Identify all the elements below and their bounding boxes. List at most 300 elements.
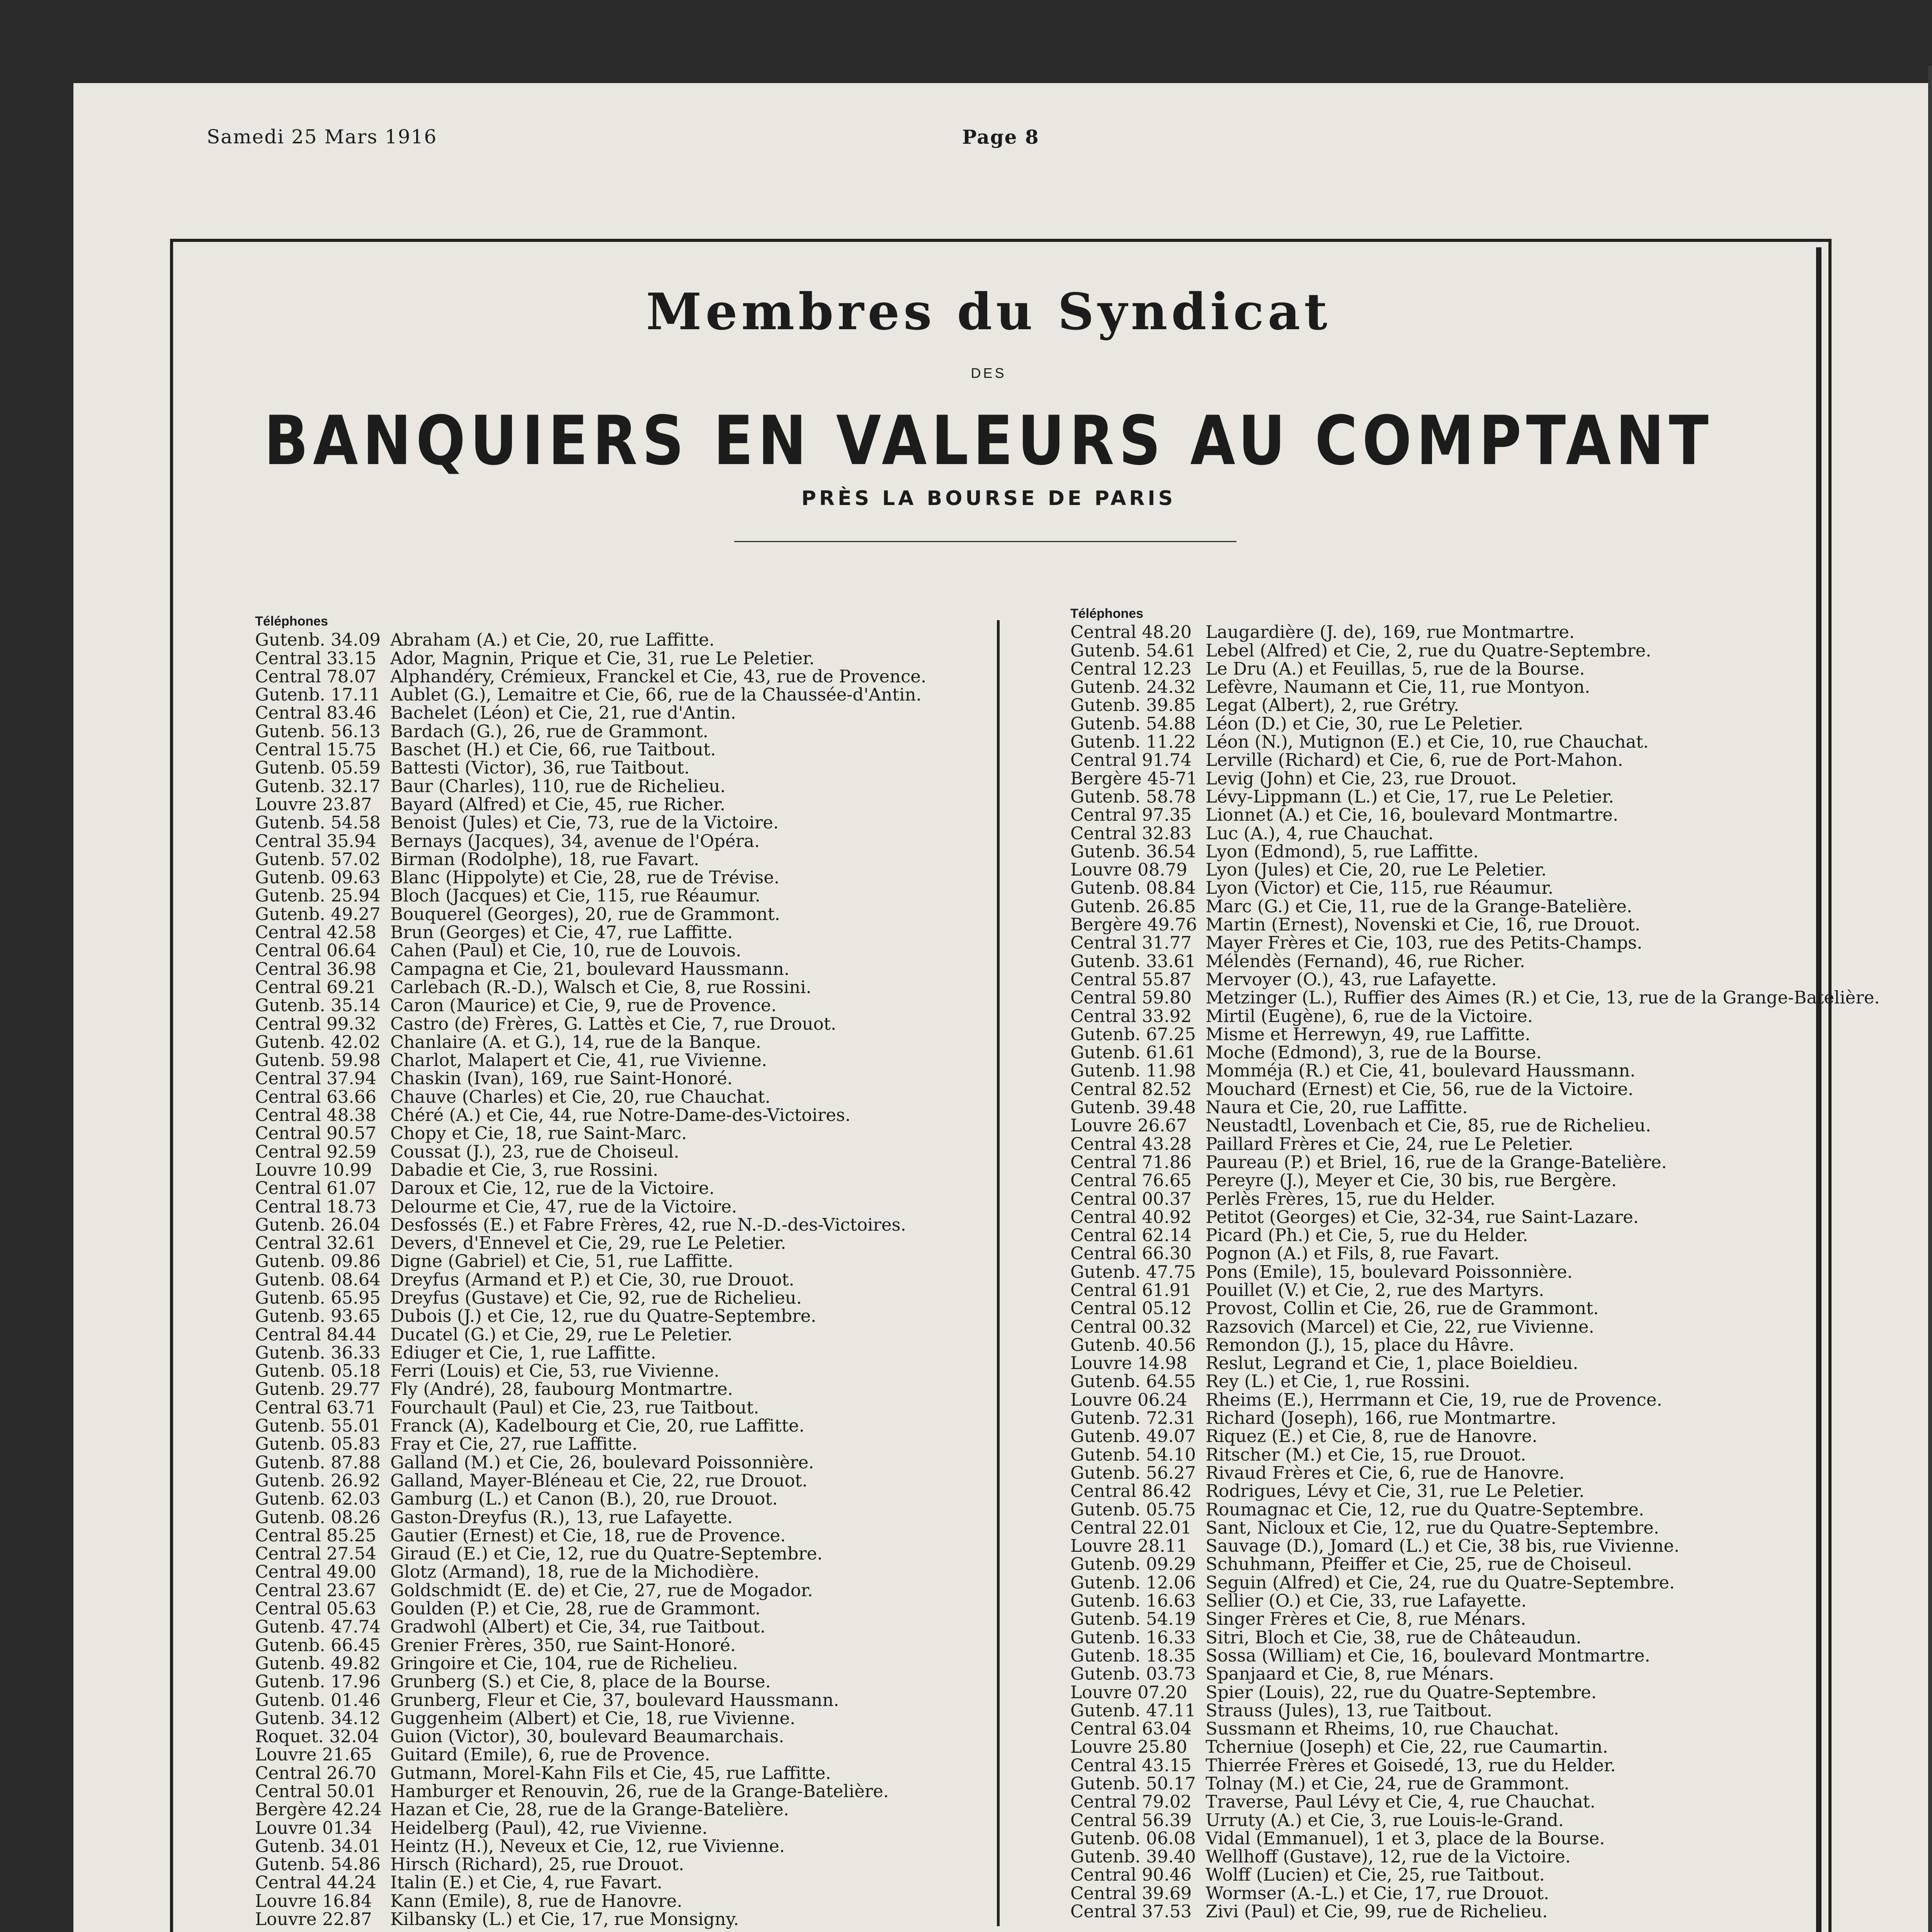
member-phone: Central 84.44	[255, 1324, 376, 1345]
member-name-address: Lyon (Victor) et Cie, 115, rue Réaumur.	[1206, 878, 1554, 898]
member-phone: Central 63.66	[255, 1086, 376, 1107]
member-row	[1070, 1793, 1880, 1811]
member-phone: Central 66.30	[1070, 1243, 1192, 1264]
member-row	[1070, 1738, 1880, 1756]
member-phone: Central 33.15	[255, 648, 376, 668]
member-row	[1070, 1592, 1880, 1610]
member-name-address: Goldschmidt (E. de) et Cie, 27, rue de Mogador.	[390, 1580, 813, 1600]
member-phone: Central 86.42	[1070, 1481, 1192, 1502]
members-right-column	[1070, 605, 1880, 1920]
members-list-right	[1070, 623, 1880, 1920]
member-phone: Central 90.46	[1070, 1864, 1192, 1885]
member-name-address: Gaston-Dreyfus (R.), 13, rue Lafayette.	[390, 1507, 733, 1527]
member-name-address: Provost, Collin et Cie, 26, rue de Grammont.	[1206, 1298, 1599, 1319]
member-phone: Louvre 28.11	[1070, 1536, 1187, 1556]
member-name-address: Mayer Frères et Cie, 103, rue des Petits-Champs.	[1206, 932, 1643, 953]
member-phone: Gutenb. 34.12	[255, 1708, 381, 1728]
member-phone: Bergère 42.24	[255, 1799, 382, 1820]
member-phone: Central 48.38	[255, 1105, 376, 1126]
member-row	[255, 1252, 926, 1270]
member-row	[1070, 1610, 1880, 1628]
member-name-address: Rey (L.) et Cie, 1, rue Rossini.	[1206, 1371, 1470, 1392]
member-row	[1070, 678, 1880, 696]
member-row	[255, 685, 926, 704]
member-row	[1070, 1427, 1880, 1445]
member-row	[1070, 1884, 1880, 1902]
member-name-address: Spier (Louis), 22, rue du Quatre-Septembre.	[1206, 1682, 1597, 1702]
member-name-address: Schuhmann, Pfeiffer et Cie, 25, rue de Choiseul.	[1206, 1554, 1632, 1575]
member-phone: Central 05.63	[255, 1598, 376, 1619]
member-row	[1070, 1025, 1880, 1043]
member-row	[1070, 915, 1880, 934]
member-name-address: Chanlaire (A. et G.), 14, rue de la Banque.	[390, 1031, 761, 1052]
header-page-number: Page 8	[962, 126, 1039, 148]
member-name-address: Reslut, Legrand et Cie, 1, place Boieldieu.	[1206, 1353, 1578, 1374]
member-phone: Central 61.07	[255, 1178, 376, 1199]
member-name-address: Lévy-Lippmann (L.) et Cie, 17, rue Le Peletier.	[1206, 786, 1614, 807]
member-phone: Gutenb. 47.74	[255, 1616, 381, 1637]
member-row	[1070, 1573, 1880, 1592]
member-row	[255, 1490, 926, 1508]
member-row	[255, 978, 926, 996]
member-row	[1070, 1665, 1880, 1683]
member-row	[255, 649, 926, 667]
member-name-address: Ducatel (G.) et Cie, 29, rue Le Peletier.	[390, 1324, 733, 1345]
member-row	[1070, 1866, 1880, 1884]
member-phone: Central 32.61	[255, 1233, 376, 1253]
member-phone: Gutenb. 16.33	[1070, 1627, 1196, 1648]
member-row	[255, 1508, 926, 1526]
member-name-address: Fly (André), 28, faubourg Montmartre.	[390, 1379, 733, 1400]
member-row	[1070, 1153, 1880, 1171]
member-phone: Gutenb. 61.61	[1070, 1042, 1196, 1063]
member-phone: Bergère 49.76	[1070, 914, 1197, 935]
member-name-address: Dreyfus (Gustave) et Cie, 92, rue de Richelieu.	[390, 1287, 802, 1308]
member-phone: Gutenb. 39.85	[1070, 695, 1196, 716]
member-row	[255, 1143, 926, 1161]
member-phone: Central 55.87	[1070, 969, 1192, 990]
member-phone: Gutenb. 40.56	[1070, 1334, 1196, 1355]
member-row	[255, 1471, 926, 1490]
member-name-address: Devers, d'Ennevel et Cie, 29, rue Le Peletier.	[390, 1233, 786, 1253]
member-phone: Central 00.37	[1070, 1188, 1192, 1209]
member-name-address: Desfossés (E.) et Fabre Frères, 42, rue N.-D.-des-Victoires.	[390, 1214, 906, 1235]
member-name-address: Traverse, Paul Lévy et Cie, 4, rue Chauchat.	[1206, 1791, 1596, 1812]
member-phone: Central 78.07	[255, 666, 376, 687]
member-phone: Gutenb. 39.40	[1070, 1846, 1196, 1867]
member-row	[255, 1892, 926, 1910]
member-row	[255, 1581, 926, 1599]
member-name-address: Singer Frères et Cie, 8, rue Ménars.	[1206, 1609, 1526, 1629]
member-name-address: Richard (Joseph), 166, rue Montmartre.	[1206, 1408, 1556, 1429]
member-phone: Central 69.21	[255, 976, 376, 997]
member-phone: Gutenb. 05.18	[255, 1361, 381, 1381]
member-name-address: Bloch (Jacques) et Cie, 115, rue Réaumur.	[390, 885, 760, 906]
member-phone: Central 99.32	[255, 1013, 376, 1034]
member-name-address: Seguin (Alfred) et Cie, 24, rue du Quatre-Septembre.	[1206, 1572, 1675, 1593]
page-edge-shadow	[1928, 66, 1932, 1932]
member-row	[255, 667, 926, 685]
member-phone: Gutenb. 54.61	[1070, 640, 1196, 661]
member-name-address: Brun (Georges) et Cie, 47, rue Laffitte.	[390, 922, 733, 943]
member-row	[1070, 1683, 1880, 1701]
member-phone: Gutenb. 49.82	[255, 1653, 381, 1673]
member-phone: Gutenb. 54.88	[1070, 713, 1196, 734]
member-row	[1070, 1281, 1880, 1299]
member-phone: Gutenb. 54.19	[1070, 1609, 1196, 1629]
member-phone: Gutenb. 11.22	[1070, 731, 1196, 752]
member-name-address: Metzinger (L.), Ruffier des Aimes (R.) et Cie, 13, rue de la Grange-Batelière.	[1206, 987, 1880, 1008]
member-phone: Gutenb. 26.04	[255, 1214, 381, 1235]
member-phone: Gutenb. 54.86	[255, 1854, 381, 1875]
member-phone: Gutenb. 93.65	[255, 1306, 381, 1327]
member-phone: Louvre 22.87	[255, 1909, 372, 1930]
member-name-address: Vidal (Emmanuel), 1 et 3, place de la Bourse.	[1206, 1828, 1605, 1849]
member-row	[255, 1526, 926, 1544]
member-phone: Roquet. 32.04	[255, 1726, 379, 1747]
member-phone: Gutenb. 34.09	[255, 629, 381, 650]
member-name-address: Chauve (Charles) et Cie, 20, rue Chauchat.	[390, 1086, 770, 1107]
member-row	[1070, 806, 1880, 824]
member-row	[255, 740, 926, 759]
member-name-address: Paillard Frères et Cie, 24, rue Le Peletier.	[1206, 1133, 1573, 1154]
member-name-address: Gutmann, Morel-Kahn Fils et Cie, 45, rue Laffitte.	[390, 1762, 831, 1783]
member-name-address: Castro (de) Frères, G. Lattès et Cie, 7, rue Drouot.	[390, 1013, 837, 1034]
member-row	[255, 1453, 926, 1471]
member-name-address: Gamburg (L.) et Canon (B.), 20, rue Drouot.	[390, 1488, 778, 1509]
member-phone: Central 44.24	[255, 1872, 376, 1893]
member-row	[255, 1197, 926, 1216]
member-row	[255, 1380, 926, 1398]
member-phone: Louvre 26.67	[1070, 1115, 1187, 1136]
member-phone: Gutenb. 47.11	[1070, 1700, 1196, 1721]
member-phone: Gutenb. 32.17	[255, 776, 381, 796]
member-phone: Gutenb. 08.64	[255, 1269, 381, 1290]
member-name-address: Sossa (William) et Cie, 16, boulevard Montmartre.	[1206, 1645, 1650, 1666]
member-row	[1070, 787, 1880, 806]
member-name-address: Wellhoff (Gustave), 12, rue de la Victoire.	[1206, 1846, 1571, 1867]
member-row	[255, 795, 926, 813]
member-phone: Louvre 06.24	[1070, 1389, 1187, 1410]
member-row	[1070, 1847, 1880, 1866]
member-name-address: Lionnet (A.) et Cie, 16, boulevard Montmartre.	[1206, 804, 1619, 825]
member-row	[255, 1289, 926, 1307]
main-title: BANQUIERS EN VALEURS AU COMPTANT	[264, 402, 1713, 480]
member-name-address: Misme et Herrewyn, 49, rue Laffitte.	[1206, 1024, 1531, 1044]
member-name-address: Bouquerel (Georges), 20, rue de Grammont.	[390, 903, 780, 924]
member-row	[1070, 1226, 1880, 1244]
member-row	[255, 704, 926, 722]
member-name-address: Legat (Albert), 2, rue Grétry.	[1206, 695, 1459, 716]
member-row	[1070, 714, 1880, 733]
member-row	[1070, 751, 1880, 769]
member-phone: Central 85.25	[255, 1525, 376, 1546]
member-name-address: Dubois (J.) et Cie, 12, rue du Quatre-Septembre.	[390, 1306, 816, 1327]
member-phone: Gutenb. 05.75	[1070, 1499, 1196, 1520]
member-row	[1070, 1774, 1880, 1793]
member-phone: Central 71.86	[1070, 1151, 1192, 1172]
member-row	[255, 1654, 926, 1672]
member-row	[1070, 623, 1880, 641]
member-row	[1070, 1299, 1880, 1317]
member-phone: Central 63.71	[255, 1397, 376, 1418]
member-name-address: Italin (E.) et Cie, 4, rue Favart.	[390, 1872, 663, 1893]
member-name-address: Luc (A.), 4, rue Chauchat.	[1206, 823, 1434, 844]
member-name-address: Roumagnac et Cie, 12, rue du Quatre-Septembre.	[1206, 1499, 1645, 1520]
member-row	[1070, 1555, 1880, 1573]
member-name-address: Strauss (Jules), 13, rue Taitbout.	[1206, 1700, 1492, 1721]
member-phone: Gutenb. 49.27	[255, 903, 381, 924]
member-name-address: Mélendès (Fernand), 46, rue Richer.	[1206, 951, 1526, 971]
member-row	[1070, 952, 1880, 970]
member-row	[255, 923, 926, 941]
member-phone: Central 15.75	[255, 739, 376, 760]
member-name-address: Laugardière (J. de), 169, rue Montmartre.	[1206, 622, 1575, 643]
member-row	[1070, 1811, 1880, 1829]
member-phone: Central 12.23	[1070, 658, 1192, 679]
member-name-address: Glotz (Armand), 18, rue de la Michodière.	[390, 1561, 760, 1582]
member-phone: Central 35.94	[255, 830, 376, 851]
member-name-address: Tcherniue (Joseph) et Cie, 22, rue Caumartin.	[1206, 1736, 1608, 1757]
member-row	[255, 1435, 926, 1453]
member-name-address: Lefèvre, Naumann et Cie, 11, rue Montyon.	[1206, 677, 1590, 697]
member-phone: Bergère 45-71	[1070, 768, 1197, 789]
member-row	[1070, 1061, 1880, 1080]
phone-label-right: Téléphones	[1070, 606, 1143, 621]
member-phone: Gutenb. 25.94	[255, 885, 381, 906]
member-name-address: Pouillet (V.) et Cie, 2, rue des Martyrs.	[1206, 1279, 1544, 1300]
member-name-address: Delourme et Cie, 47, rue de la Victoire.	[390, 1196, 737, 1217]
member-name-address: Hazan et Cie, 28, rue de la Grange-Batelière.	[390, 1799, 789, 1820]
member-name-address: Campagna et Cie, 21, boulevard Haussmann.	[390, 958, 790, 979]
member-row	[255, 1398, 926, 1417]
member-name-address: Rivaud Frères et Cie, 6, rue de Hanovre.	[1206, 1462, 1565, 1483]
member-phone: Gutenb. 08.84	[1070, 878, 1196, 898]
member-phone: Central 06.64	[255, 940, 376, 961]
phone-label-left: Téléphones	[255, 614, 328, 629]
member-phone: Central 39.69	[1070, 1883, 1192, 1903]
member-name-address: Ador, Magnin, Prique et Cie, 31, rue Le Peletier.	[390, 648, 815, 668]
member-phone: Central 62.14	[1070, 1225, 1192, 1246]
title-ornament-rule	[734, 541, 1236, 544]
member-name-address: Digne (Gabriel) et Cie, 51, rue Laffitte.	[390, 1251, 733, 1272]
member-row	[255, 1088, 926, 1106]
member-name-address: Aublet (G.), Lemaitre et Cie, 66, rue de la Chaussée-d'Antin.	[390, 684, 922, 705]
member-phone: Central 37.94	[255, 1068, 376, 1089]
member-name-address: Neustadtl, Lovenbach et Cie, 85, rue de Richelieu.	[1206, 1115, 1651, 1136]
member-phone: Central 27.54	[255, 1543, 376, 1564]
member-phone: Central 40.92	[1070, 1206, 1192, 1227]
member-row	[1070, 879, 1880, 897]
member-name-address: Chéré (A.) et Cie, 44, rue Notre-Dame-des-Victoires.	[390, 1105, 851, 1126]
member-row	[255, 905, 926, 923]
member-row	[1070, 696, 1880, 714]
member-row	[255, 1727, 926, 1745]
member-row	[1070, 1464, 1880, 1482]
member-row	[1070, 1135, 1880, 1153]
member-row	[1070, 769, 1880, 787]
member-phone: Central 23.67	[255, 1580, 376, 1600]
member-row	[255, 1910, 926, 1928]
member-phone: Gutenb. 33.61	[1070, 951, 1196, 971]
member-row	[255, 1069, 926, 1087]
member-row	[255, 1819, 926, 1837]
member-name-address: Mouchard (Ernest) et Cie, 56, rue de la Victoire.	[1206, 1078, 1634, 1099]
member-phone: Louvre 23.87	[255, 794, 372, 815]
member-name-address: Wolff (Lucien) et Cie, 25, rue Taitbout.	[1206, 1864, 1545, 1885]
member-phone: Gutenb. 05.59	[255, 757, 381, 778]
member-row	[255, 850, 926, 868]
member-phone: Gutenb. 09.63	[255, 867, 381, 888]
member-name-address: Momméja (R.) et Cie, 41, boulevard Haussmann.	[1206, 1060, 1636, 1081]
member-row	[255, 868, 926, 886]
member-phone: Gutenb. 03.73	[1070, 1663, 1196, 1684]
member-row	[255, 1764, 926, 1782]
member-row	[1070, 1500, 1880, 1519]
member-phone: Central 43.15	[1070, 1755, 1192, 1776]
member-phone: Gutenb. 87.88	[255, 1452, 381, 1473]
member-name-address: Benoist (Jules) et Cie, 73, rue de la Victoire.	[390, 812, 779, 833]
member-row	[1070, 1372, 1880, 1390]
member-name-address: Dabadie et Cie, 3, rue Rossini.	[390, 1159, 658, 1180]
member-row	[255, 1800, 926, 1818]
member-phone: Louvre 14.98	[1070, 1353, 1187, 1374]
member-name-address: Sauvage (D.), Jomard (L.) et Cie, 38 bis, rue Vivienne.	[1206, 1536, 1680, 1556]
member-name-address: Guitard (Emile), 6, rue de Provence.	[390, 1744, 710, 1765]
member-phone: Gutenb. 62.03	[255, 1488, 381, 1509]
member-phone: Gutenb. 17.96	[255, 1671, 381, 1692]
member-name-address: Abraham (A.) et Cie, 20, rue Laffitte.	[390, 629, 715, 650]
member-phone: Central 22.01	[1070, 1517, 1192, 1538]
member-phone: Gutenb. 49.07	[1070, 1426, 1196, 1447]
member-phone: Gutenb. 58.78	[1070, 786, 1196, 807]
member-phone: Gutenb. 59.98	[255, 1050, 381, 1071]
title-des: DES	[971, 365, 1007, 381]
member-name-address: Goulden (P.) et Cie, 28, rue de Grammont.	[390, 1598, 761, 1619]
member-row	[1070, 733, 1880, 751]
member-name-address: Kann (Emile), 8, rue de Hanovre.	[390, 1890, 682, 1911]
member-name-address: Birman (Rodolphe), 18, rue Favart.	[390, 849, 699, 869]
member-name-address: Petitot (Georges) et Cie, 32-34, rue Saint-Lazare.	[1206, 1206, 1639, 1227]
member-phone: Gutenb. 08.26	[255, 1507, 381, 1527]
member-phone: Louvre 10.99	[255, 1159, 372, 1180]
member-name-address: Pognon (A.) et Fils, 8, rue Favart.	[1206, 1243, 1500, 1264]
member-phone: Gutenb. 05.83	[255, 1434, 381, 1454]
member-name-address: Naura et Cie, 20, rue Laffitte.	[1206, 1097, 1468, 1118]
members-left-column	[255, 612, 926, 1928]
member-phone: Central 61.91	[1070, 1279, 1192, 1300]
member-name-address: Spanjaard et Cie, 8, rue Ménars.	[1206, 1663, 1494, 1684]
member-name-address: Battesti (Victor), 36, rue Taitbout.	[390, 757, 690, 778]
member-phone: Central 90.57	[255, 1123, 376, 1144]
member-phone: Central 18.73	[255, 1196, 376, 1217]
member-phone: Gutenb. 36.54	[1070, 841, 1196, 862]
member-name-address: Lyon (Edmond), 5, rue Laffitte.	[1206, 841, 1479, 862]
member-row	[255, 1873, 926, 1891]
member-name-address: Hirsch (Richard), 25, rue Drouot.	[390, 1854, 684, 1875]
member-name-address: Hamburger et Renouvin, 26, rue de la Grange-Batelière.	[390, 1781, 889, 1801]
member-row	[255, 1051, 926, 1069]
member-phone: Central 92.59	[255, 1141, 376, 1162]
member-row	[255, 1216, 926, 1234]
member-phone: Central 48.20	[1070, 622, 1192, 643]
member-row	[255, 631, 926, 649]
member-row	[1070, 1719, 1880, 1738]
member-row	[255, 1179, 926, 1197]
member-name-address: Perlès Frères, 15, rue du Helder.	[1206, 1188, 1495, 1209]
member-row	[255, 1307, 926, 1325]
member-phone: Central 97.35	[1070, 804, 1192, 825]
member-name-address: Grunberg (S.) et Cie, 8, place de la Bourse.	[390, 1671, 771, 1692]
member-phone: Central 79.02	[1070, 1791, 1192, 1812]
member-name-address: Coussat (J.), 23, rue de Choiseul.	[390, 1141, 679, 1162]
member-name-address: Galland (M.) et Cie, 26, boulevard Poissonnière.	[390, 1452, 814, 1473]
member-phone: Gutenb. 09.86	[255, 1251, 381, 1272]
member-phone: Gutenb. 57.02	[255, 849, 381, 869]
member-name-address: Bernays (Jacques), 34, avenue de l'Opéra.	[390, 830, 760, 851]
member-row	[1070, 660, 1880, 678]
member-name-address: Cahen (Paul) et Cie, 10, rue de Louvois.	[390, 940, 742, 961]
member-name-address: Giraud (E.) et Cie, 12, rue du Quatre-Septembre.	[390, 1543, 823, 1564]
column-divider	[997, 620, 1000, 1926]
member-row	[1070, 934, 1880, 952]
member-name-address: Martin (Ernest), Novenski et Cie, 16, rue Drouot.	[1206, 914, 1641, 935]
member-row	[255, 777, 926, 795]
member-phone: Gutenb. 35.14	[255, 995, 381, 1016]
member-row	[1070, 1190, 1880, 1208]
member-name-address: Grunberg, Fleur et Cie, 37, boulevard Haussmann.	[390, 1689, 839, 1710]
member-row	[1070, 1354, 1880, 1372]
member-name-address: Sellier (O.) et Cie, 33, rue Lafayette.	[1206, 1590, 1527, 1611]
member-name-address: Bayard (Alfred) et Cie, 45, rue Richer.	[390, 794, 726, 815]
member-name-address: Baschet (H.) et Cie, 66, rue Taitbout.	[390, 739, 716, 760]
member-name-address: Chaskin (Ivan), 169, rue Saint-Honoré.	[390, 1068, 733, 1089]
member-phone: Central 82.52	[1070, 1078, 1192, 1099]
member-name-address: Gradwohl (Albert) et Cie, 34, rue Taitbout.	[390, 1616, 766, 1637]
member-row	[1070, 1336, 1880, 1354]
member-phone: Louvre 07.20	[1070, 1682, 1187, 1702]
member-phone: Gutenb. 54.10	[1070, 1444, 1196, 1465]
member-row	[1070, 1263, 1880, 1281]
member-name-address: Bachelet (Léon) et Cie, 21, rue d'Antin.	[390, 702, 736, 723]
member-name-address: Lerville (Richard) et Cie, 6, rue de Port-Mahon.	[1206, 750, 1623, 770]
header-date: Samedi 25 Mars 1916	[207, 126, 437, 148]
member-name-address: Mervoyer (O.), 43, rue Lafayette.	[1206, 969, 1497, 990]
member-phone: Gutenb. 56.13	[255, 721, 381, 742]
member-row	[255, 960, 926, 978]
member-phone: Gutenb. 55.01	[255, 1415, 381, 1436]
member-name-address: Razsovich (Marcel) et Cie, 22, rue Vivienne.	[1206, 1316, 1594, 1337]
member-row	[255, 832, 926, 850]
member-phone: Gutenb. 11.98	[1070, 1060, 1196, 1081]
member-row	[255, 1270, 926, 1289]
member-name-address: Le Dru (A.) et Feuillas, 5, rue de la Bourse.	[1206, 658, 1585, 679]
member-phone: Gutenb. 64.55	[1070, 1371, 1196, 1392]
member-row	[1070, 842, 1880, 861]
member-phone: Central 63.04	[1070, 1718, 1192, 1739]
member-row	[1070, 1080, 1880, 1098]
member-row	[255, 759, 926, 777]
member-phone: Gutenb. 17.11	[255, 684, 381, 705]
member-phone: Central 43.28	[1070, 1133, 1192, 1154]
member-name-address: Wormser (A.-L.) et Cie, 17, rue Drouot.	[1206, 1883, 1549, 1903]
syndicat-title: Membres du Syndicat	[646, 282, 1332, 341]
member-row	[255, 1782, 926, 1800]
member-phone: Central 76.65	[1070, 1170, 1192, 1191]
member-row	[255, 1362, 926, 1380]
member-name-address: Caron (Maurice) et Cie, 9, rue de Provence.	[390, 995, 777, 1016]
member-name-address: Dreyfus (Armand et P.) et Cie, 30, rue Drouot.	[390, 1269, 794, 1290]
